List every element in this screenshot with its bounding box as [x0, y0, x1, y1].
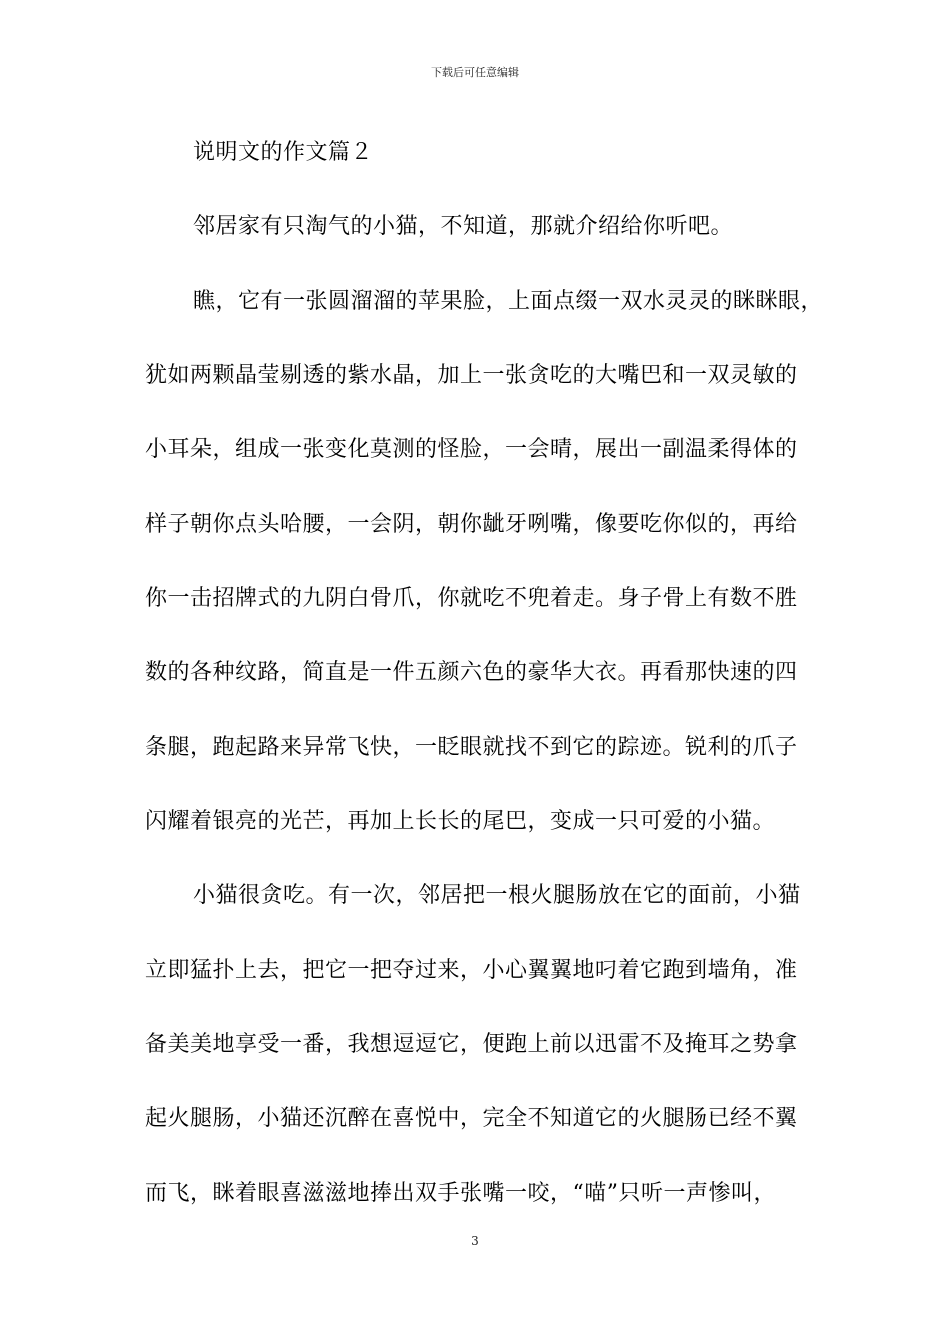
paragraph-line: 瞧，它有一张圆溜溜的苹果脸，上面点缀一双水灵灵的眯眯眼， [193, 289, 824, 314]
paragraph-line: 备美美地享受一番，我想逗逗它，便跑上前以迅雷不及掩耳之势拿 [145, 1032, 798, 1057]
paragraph-line: 而飞，眯着眼喜滋滋地捧出双手张嘴一咬，“喵”只听一声惨叫， [145, 1181, 776, 1206]
paragraph-line: 闪耀着银亮的光芒，再加上长长的尾巴，变成一只可爱的小猫。 [145, 809, 776, 834]
paragraph-line: 邻居家有只淘气的小猫，不知道，那就介绍给你听吧。 [193, 214, 734, 239]
page-header: 下载后可任意编辑 [431, 66, 519, 79]
paragraph-line: 数的各种纹路，简直是一件五颜六色的豪华大衣。再看那快速的四 [145, 660, 798, 685]
page-number: 3 [471, 1234, 479, 1248]
paragraph-line: 小猫很贪吃。有一次，邻居把一根火腿肠放在它的面前，小猫 [193, 883, 801, 908]
section-heading: 说明文的作文篇２ [193, 140, 374, 165]
paragraph-line: 样子朝你点头哈腰，一会阴，朝你龇牙咧嘴，像要吃你似的，再给 [145, 512, 798, 537]
paragraph-line: 立即猛扑上去，把它一把夺过来，小心翼翼地叼着它跑到墙角，准 [145, 958, 798, 983]
paragraph-line: 起火腿肠，小猫还沉醉在喜悦中，完全不知道它的火腿肠已经不翼 [145, 1106, 798, 1131]
paragraph-line: 条腿，跑起路来异常飞快，一眨眼就找不到它的踪迹。锐利的爪子 [145, 735, 798, 760]
paragraph-line: 你一击招牌式的九阴白骨爪，你就吃不兜着走。身子骨上有数不胜 [145, 586, 798, 611]
paragraph-line: 小耳朵，组成一张变化莫测的怪脸，一会晴，展出一副温柔得体的 [145, 437, 798, 462]
paragraph-line: 犹如两颗晶莹剔透的紫水晶，加上一张贪吃的大嘴巴和一双灵敏的 [145, 363, 798, 388]
